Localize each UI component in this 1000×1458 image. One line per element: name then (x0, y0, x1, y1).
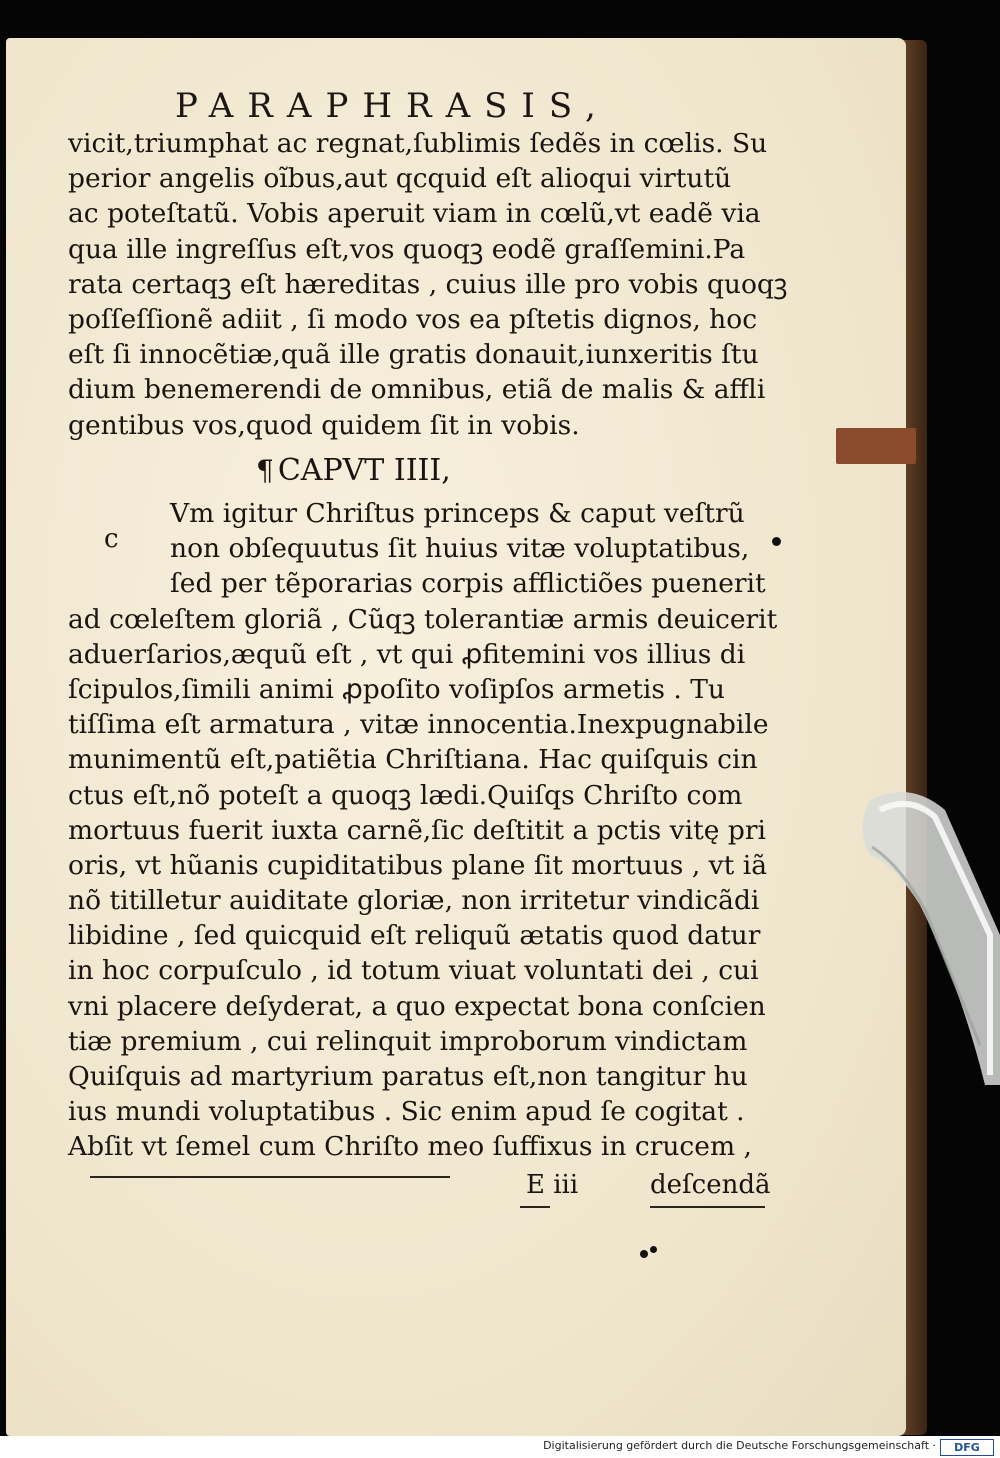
text-line: ac poteſtatũ. Vobis aperuit viam in cœlũ,vt eadẽ via (68, 198, 761, 230)
text-line: munimentũ eſt,patiẽtia Chriſtiana. Hac quiſquis cin (68, 744, 758, 776)
text-line: tiæ premium , cui relinquit improborum vindictam (68, 1025, 748, 1057)
ink-spot (650, 1246, 657, 1253)
underline (650, 1206, 765, 1208)
text-line: vicit,triumphat ac regnat,ſublimis ſedẽs in cœlis. Su (68, 128, 768, 159)
text-line: perior angelis oĩbus,aut qcquid eſt alioqui virtutũ (68, 163, 732, 195)
text-line: in hoc corpuſculo , id totum viuat voluntati dei , cui (68, 955, 759, 987)
page-marker-tab (836, 428, 916, 464)
text-line: mortuus fuerit iuxta carnẽ,ſic deſtitit a pctis vitę pri (68, 814, 766, 846)
text-line: vni placere deſyderat, a quo expectat bona conſcien (68, 990, 766, 1022)
text-line: Vm igitur Chriſtus princeps & caput veſtrũ (170, 498, 745, 529)
text-line: qua ille ingreſſus eſt,vos quoqꝫ eodẽ graſſemini.Pa (68, 233, 746, 265)
underline (520, 1206, 550, 1208)
ink-spot (772, 537, 781, 546)
text-line: oris, vt hũanis cupiditatibus plane ſit mortuus , vt iã (68, 849, 767, 881)
text-line: ad cœleſtem gloriã , Cũqꝫ tolerantiæ armis deuicerit (68, 603, 778, 635)
text-line: gentibus vos,quod quidem ſit in vobis. (68, 409, 580, 441)
text-block-bottom (68, 496, 778, 1165)
chapter-heading (256, 453, 451, 488)
text-line: poſſeſſionẽ adiit , ſi modo vos ea pſtetis dignos, hoc (68, 303, 758, 335)
text-line: Abſit vt ſemel cum Chriſto meo ſuffixus in crucem , (68, 1131, 752, 1163)
running-head: PARAPHRASIS, (175, 86, 610, 126)
text-line: nõ titilletur auiditate gloriæ, non irritetur vindicãdi (68, 885, 760, 917)
dfg-logo: DFG (940, 1439, 994, 1456)
text-line: Quiſquis ad martyrium paratus eſt,non tangitur hu (68, 1061, 748, 1092)
catchword: deſcendã (650, 1170, 771, 1200)
ink-spot (640, 1250, 648, 1258)
chapter-heading-text: CAPVT IIII, (277, 453, 451, 488)
text-block-top (68, 126, 788, 443)
underline (90, 1176, 450, 1178)
signature-mark: E iii (526, 1170, 579, 1200)
text-line: non obſequutus ſit huius vitæ voluptatibus, (170, 533, 750, 565)
text-line: libidine , ſed quicquid eſt reliquũ ætatis quod datur (68, 920, 761, 952)
margin-letter: c (104, 524, 119, 554)
text-line: rata certaqꝫ eſt hæreditas , cuius ille pro vobis quoqꝫ (68, 268, 788, 300)
glass-clip (850, 785, 1000, 1085)
funding-credit: Digitalisierung gefördert durch die Deutsche Forschungsgemeinschaft · (543, 1439, 936, 1452)
pilcrow-icon: ¶ (256, 454, 274, 487)
text-line: ſcipulos,ſimili animi ꝓpoſito voſipſos armetis . Tu (68, 673, 725, 705)
text-line: ius mundi voluptatibus . Sic enim apud ſe cogitat . (68, 1096, 745, 1128)
text-line: dium benemerendi de omnibus, etiã de malis & affli (68, 374, 766, 406)
text-line: ſed per tẽporarias corpis afflictiões puenerit (170, 568, 766, 600)
text-line: eſt ſi innocẽtiæ,quã ille gratis donauit,iunxeritis ſtu (68, 339, 759, 371)
text-line: tiſſima eſt armatura , vitæ innocentia.Inexpugnabile (68, 709, 769, 741)
text-line: ctus eſt,nõ poteſt a quoqꝫ lædi.Quiſqs Chriſto com (68, 779, 743, 811)
text-line: aduerſarios,æquũ eſt , vt qui ꝓfitemini vos illius di (68, 638, 746, 670)
